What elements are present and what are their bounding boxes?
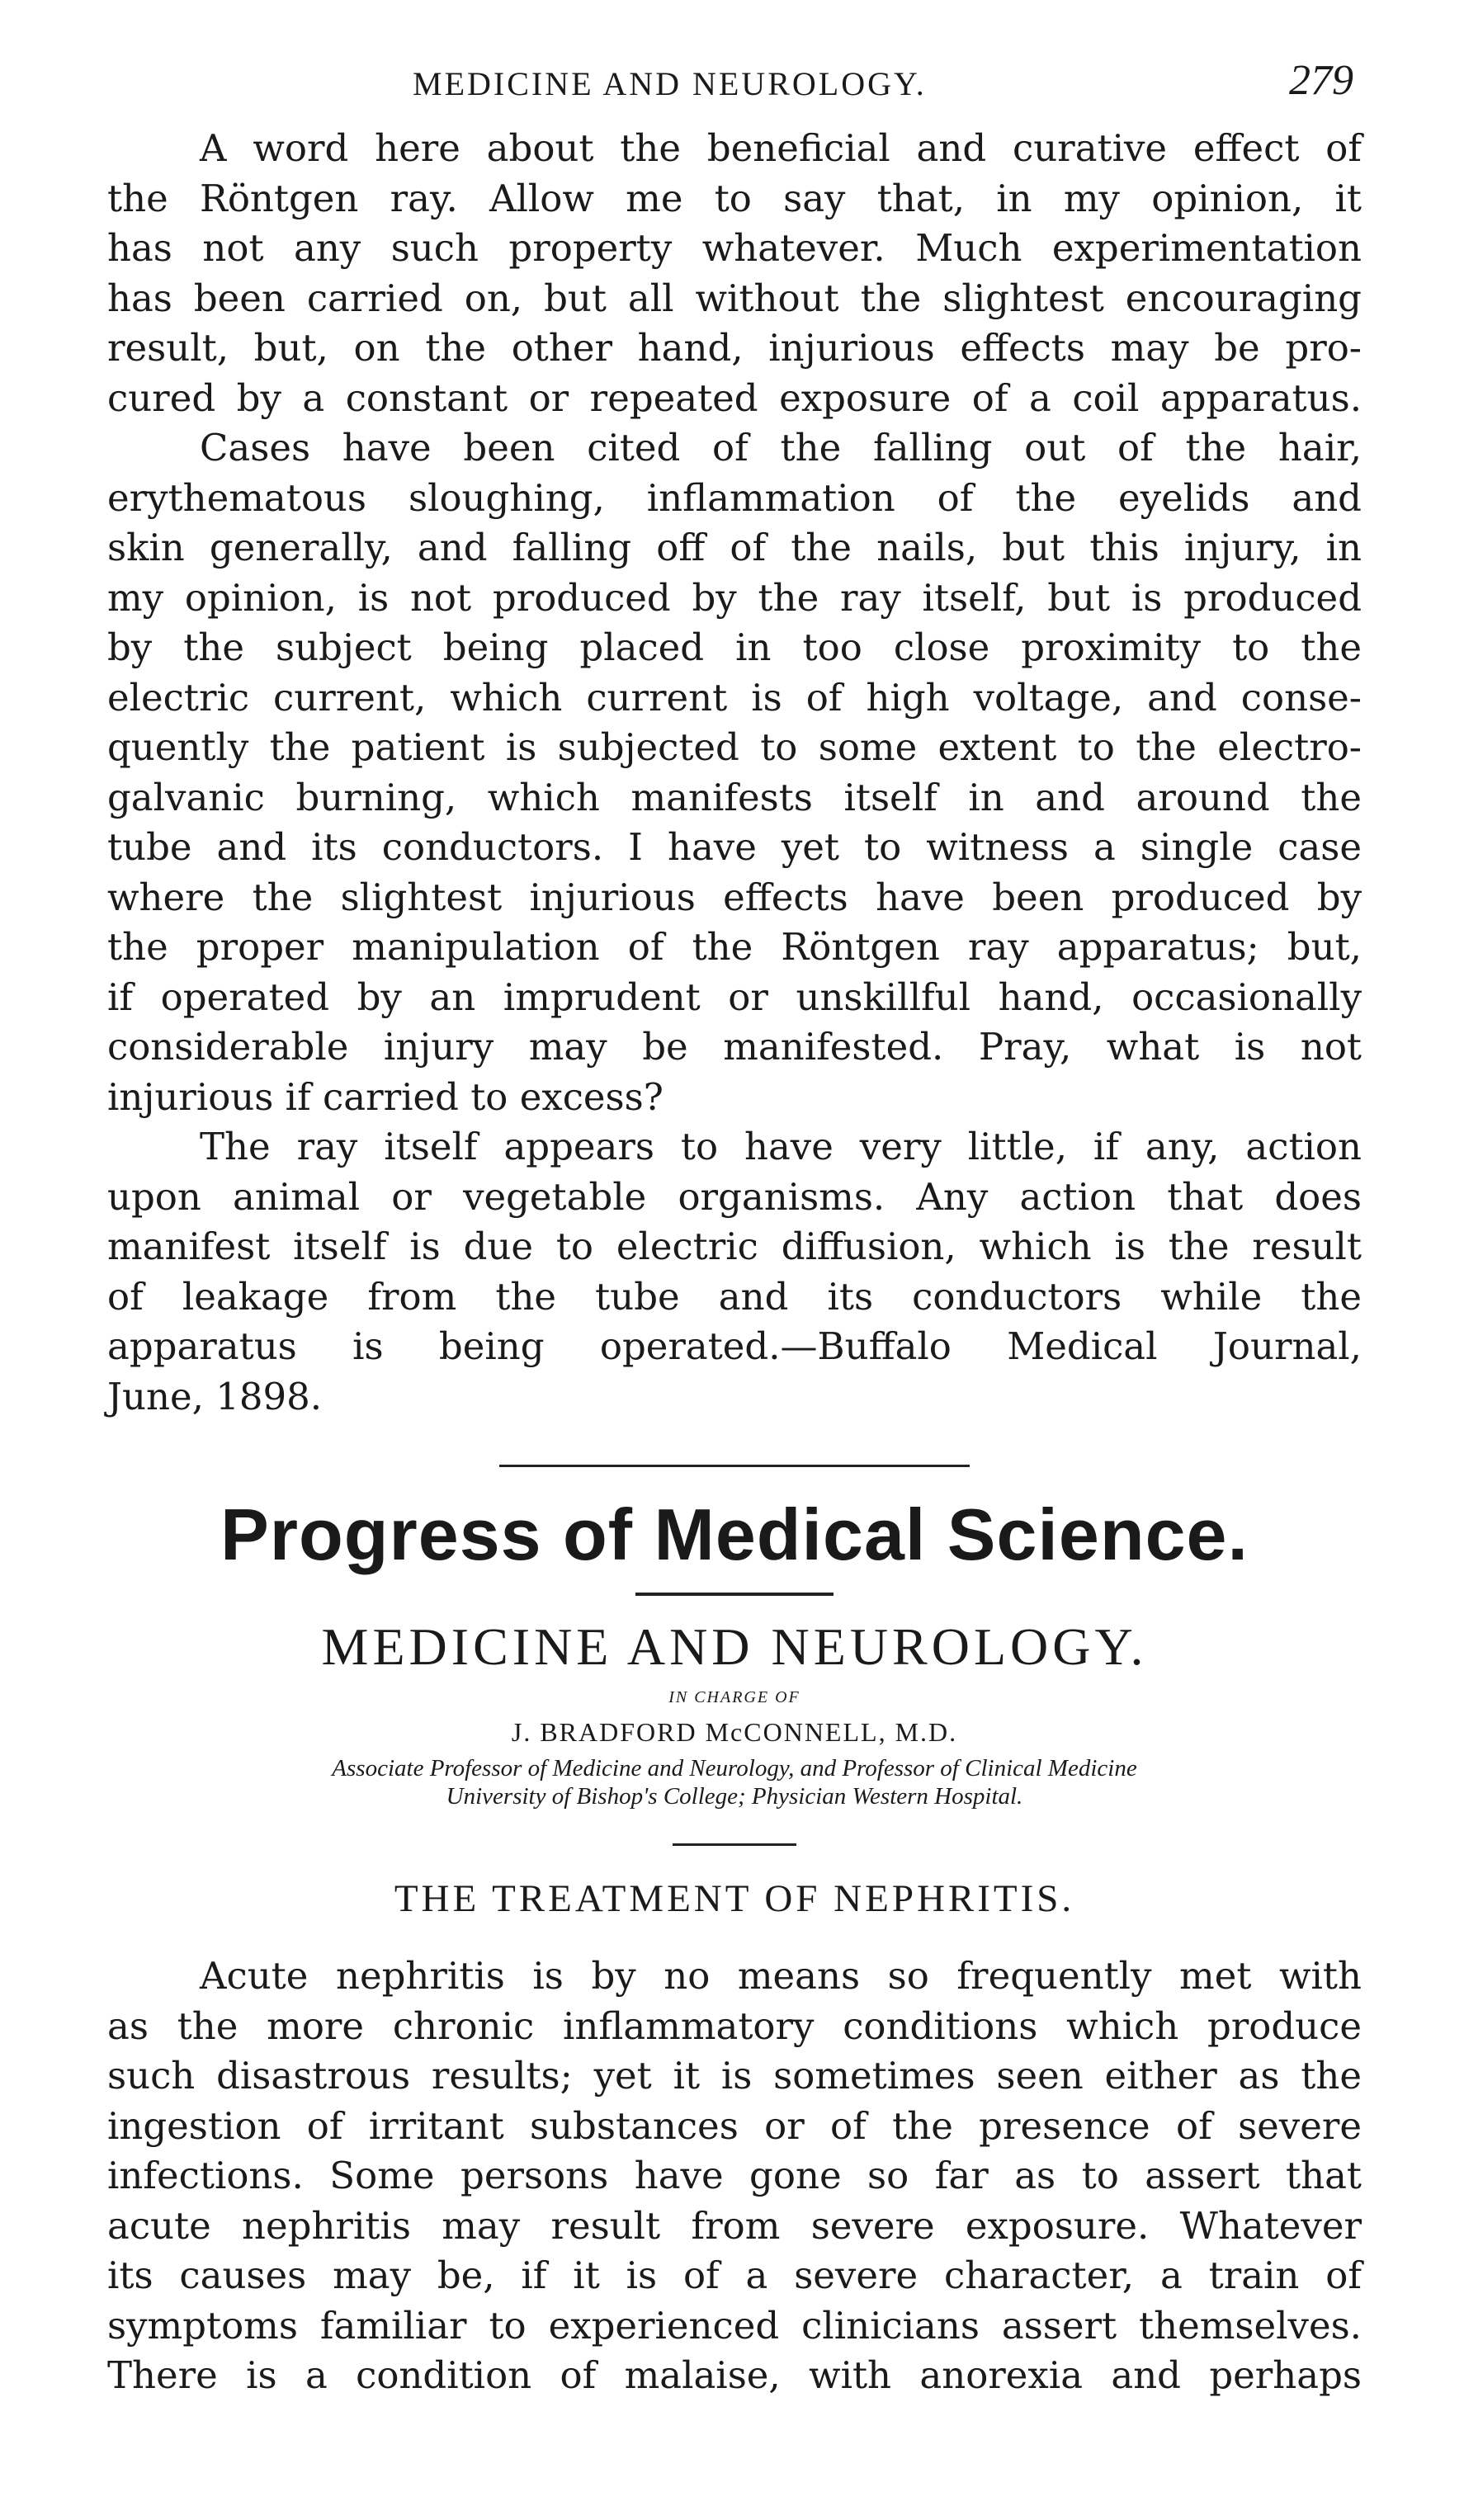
department-title: MEDICINE AND NEUROLOGY. [321, 1617, 1148, 1676]
text-line: quently the patient is subjected to some extent to the electro- [107, 725, 1362, 769]
text-line: A word here about the beneficial and curative effect of [200, 126, 1362, 170]
author-affiliation [107, 1754, 1362, 1810]
text-line: the proper manipulation of the Röntgen ray apparatus; but, [107, 925, 1362, 969]
affiliation-line: Associate Professor of Medicine and Neurology, and Professor of Clinical Medicine [332, 1755, 1137, 1781]
paragraph-ray-action [107, 1122, 1362, 1422]
text-line: electric current, which current is of high voltage, and conse- [107, 675, 1362, 720]
section-title: Progress of Medical Science. [220, 1494, 1249, 1575]
text-line: if operated by an imprudent or unskillful hand, occasionally [107, 974, 1362, 1019]
text-line: tube and its conductors. I have yet to witness a single case [107, 825, 1362, 869]
page-number: 279 [1289, 57, 1353, 104]
text-line: ingestion of irritant substances or of the presence of severe [107, 2103, 1362, 2148]
text-line: Cases have been cited of the falling out of the hair, [200, 426, 1362, 470]
text-line: There is a condition of malaise, with anorexia and perhaps [107, 2353, 1362, 2397]
article-divider [673, 1843, 796, 1846]
text-line: as the more chronic inflammatory conditions which produce [107, 2003, 1362, 2048]
text-line: the Röntgen ray. Allow me to say that, in my opinion, it [107, 176, 1362, 220]
text-line: erythematous sloughing, inflammation of the eyelids and [107, 475, 1362, 520]
text-line: June, 1898. [107, 1374, 323, 1418]
affiliation-line: University of Bishop's College; Physician Western Hospital. [446, 1783, 1023, 1810]
paragraph-rontgen-effect [107, 124, 1362, 423]
text-line: acute nephritis may result from severe exposure. Whatever [107, 2203, 1362, 2248]
text-line: The ray itself appears to have very little, if any, action [200, 1125, 1362, 1168]
text-line: its causes may be, if it is of a severe character, a train of [107, 2253, 1362, 2297]
text-line: by the subject being placed in too close proximity to the [107, 625, 1362, 669]
text-line: result, but, on the other hand, injurious effects may be pro- [107, 326, 1362, 370]
text-line: symptoms familiar to experienced clinicians assert themselves. [107, 2303, 1362, 2348]
text-line: upon animal or vegetable organisms. Any action that does [107, 1174, 1362, 1219]
section-divider [499, 1465, 970, 1467]
text-line: my opinion, is not produced by the ray itself, but is produced [107, 575, 1362, 620]
text-line: has not any such property whatever. Much experimentation [107, 226, 1362, 270]
paragraph-nephritis [107, 1951, 1362, 2401]
running-head [107, 50, 1362, 124]
text-line: cured by a constant or repeated exposure of a coil apparatus. [107, 375, 1362, 420]
in-charge-label: IN CHARGE OF [668, 1688, 800, 1706]
text-line: injurious if carried to excess? [107, 1074, 664, 1119]
document-page [107, 50, 1362, 2401]
text-line: skin generally, and falling off of the nails, but this injury, in [107, 526, 1362, 569]
paragraph-injury-cases [107, 423, 1362, 1122]
author-name: J. BRADFORD McCONNELL, M.D. [511, 1717, 958, 1747]
text-line: infections. Some persons have gone so far as to assert that [107, 2154, 1362, 2197]
text-line: manifest itself is due to electric diffusion, which is the result [107, 1225, 1362, 1268]
text-line: galvanic burning, which manifests itself in and around the [107, 775, 1362, 819]
text-line: of leakage from the tube and its conductors while the [107, 1274, 1362, 1319]
text-line: considerable injury may be manifested. Pray, what is not [107, 1025, 1362, 1069]
article-title: THE TREATMENT OF NEPHRITIS. [394, 1877, 1075, 1920]
text-line: apparatus is being operated.—Buffalo Medical Journal, [107, 1324, 1362, 1368]
title-divider [635, 1593, 834, 1596]
text-line: Acute nephritis is by no means so frequently met with [200, 1954, 1362, 1998]
text-line: where the slightest injurious effects have been produced by [107, 875, 1362, 919]
text-line: such disastrous results; yet it is sometimes seen either as the [107, 2054, 1362, 2098]
running-title: MEDICINE AND NEUROLOGY. [413, 65, 927, 102]
text-line: has been carried on, but all without the slightest encouraging [107, 276, 1362, 320]
